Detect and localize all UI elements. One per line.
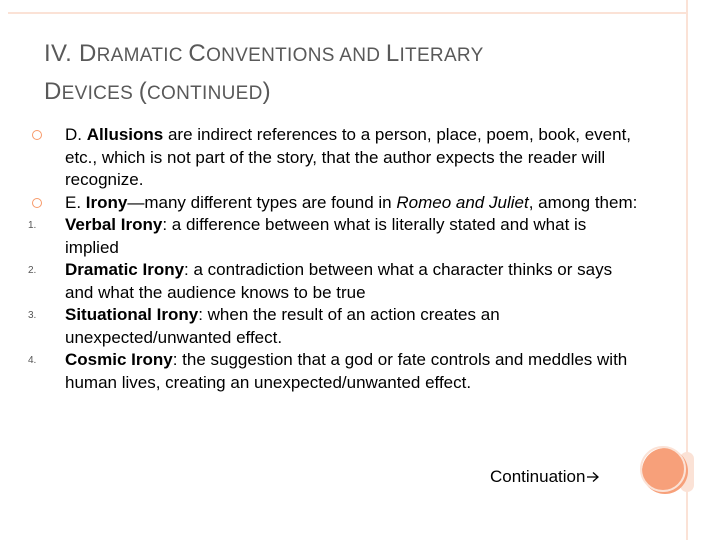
list-item bbox=[30, 192, 640, 215]
title-segment: ) bbox=[262, 78, 271, 105]
title-segment: ( bbox=[138, 78, 148, 105]
continuation-label: Continuation bbox=[490, 467, 586, 486]
frame-top-rule bbox=[8, 12, 688, 14]
right-arrow-icon bbox=[586, 467, 600, 489]
list-item bbox=[30, 304, 640, 349]
title-segment: L bbox=[385, 40, 400, 67]
title-segment: RAMATIC bbox=[96, 45, 189, 66]
title-segment: CONTINUED bbox=[147, 83, 263, 104]
text-run: , among them: bbox=[528, 192, 638, 212]
title-segment: ITERARY bbox=[399, 45, 484, 66]
term-bold: Irony bbox=[85, 192, 128, 212]
term-bold: Allusions bbox=[86, 125, 164, 144]
list-number: 3. bbox=[28, 310, 37, 321]
list-number: 1. bbox=[28, 220, 37, 231]
list-item-text bbox=[65, 125, 631, 189]
list-item-text bbox=[65, 193, 637, 212]
decorative-ring bbox=[640, 446, 686, 492]
list-item bbox=[30, 214, 640, 259]
term-bold: Cosmic Irony bbox=[65, 350, 173, 369]
list-item-text bbox=[65, 350, 627, 392]
bullet-ring-icon bbox=[30, 124, 60, 149]
bullet-ring-icon bbox=[30, 192, 60, 217]
text-run: : the suggestion that a god or fate controls and meddles with human lives, creating an unexpected/unwanted effect. bbox=[65, 350, 628, 392]
list-item bbox=[30, 259, 640, 304]
list-item-text bbox=[65, 260, 612, 302]
list-item-text bbox=[65, 305, 500, 347]
title-segment: C bbox=[188, 40, 207, 67]
title-line-1 bbox=[44, 36, 664, 74]
title-segment: ONVENTIONS AND bbox=[206, 45, 386, 66]
term-bold: Situational Irony bbox=[65, 305, 199, 324]
list-item-text bbox=[65, 215, 586, 257]
text-run: E. bbox=[65, 192, 86, 212]
text-run: D. bbox=[65, 125, 87, 144]
term-bold: Dramatic Irony bbox=[65, 260, 185, 279]
text-run: are indirect references to a person, place, poem, book, event, etc., which is not part of the story, that the author expects the reader will recognize. bbox=[65, 125, 632, 189]
bullet-list bbox=[30, 124, 640, 394]
text-run: : when the result of an action creates an unexpected/unwanted effect. bbox=[65, 305, 500, 347]
text-run: —many different types are found in bbox=[127, 192, 397, 212]
list-number: 4. bbox=[28, 355, 37, 366]
title-segment: D bbox=[44, 78, 62, 105]
title-segment: EVICES bbox=[61, 83, 139, 104]
list-item bbox=[30, 349, 640, 394]
list-item bbox=[30, 124, 640, 192]
slide-title bbox=[44, 36, 664, 112]
text-run: : a difference between what is literally stated and what is implied bbox=[65, 215, 587, 257]
text-run: : a contradiction between what a character thinks or says and what the audience knows to be true bbox=[65, 260, 613, 302]
title-segment: IV. D bbox=[44, 40, 97, 67]
term-bold: Verbal Irony bbox=[65, 215, 163, 234]
continuation-link[interactable] bbox=[490, 466, 600, 489]
title-line-2 bbox=[44, 74, 664, 112]
title-italic: Romeo and Juliet bbox=[396, 192, 529, 212]
list-number: 2. bbox=[28, 265, 37, 276]
